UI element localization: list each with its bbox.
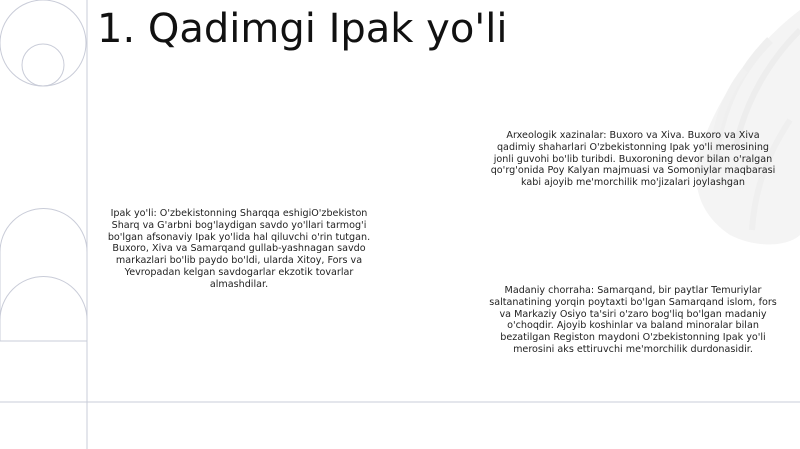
leaf-watermark-icon: [696, 10, 800, 244]
arch-lower: [0, 277, 87, 321]
large-circle-top: [0, 0, 86, 86]
small-circle-top: [22, 44, 64, 86]
text-block-archaeological-treasures: Arxeologik xazinalar: Buxoro va Xiva. Buxoro va Xiva qadimiy shaharlari O'zbekistonning Ipak yo'li merosining jonli guvohi bo'lib turibdi. Buxoroning devor bilan o'ralgan qo'rg'onida Poy Kalyan majmuasi va Somoniylar maqbarasi kabi ajoyib me'morchilik mo'jizalari joylashgan: [490, 130, 776, 189]
arch-middle: [0, 208, 87, 341]
slide-title: 1. Qadimgi Ipak yo'li: [97, 6, 508, 52]
text-block-silk-road: Ipak yo'li: O'zbekistonning Sharqqa eshigiO'zbekiston Sharq va G'arbni bog'laydigan savdo yo'llari tarmog'i bo'lgan afsonaviy Ipak yo'lida hal qiluvchi o'rin tutgan. Buxoro, Xiva va Samarqand gullab-yashnagan savdo markazlari bo'lib paydo bo'ldi, ularda Xitoy, Fors va Yevropadan kelgan savdogarlar ekzotik tovarlar almashdilar.: [107, 208, 371, 290]
text-block-cultural-crossroads: Madaniy chorraha: Samarqand, bir paytlar Temuriylar saltanatining yorqin poytaxti bo'lgan Samarqand islom, fors va Markaziy Osiyo ta'siri o'zaro bog'liq bo'lgan madaniy o'choqdir. Ajoyib koshinlar va baland minoralar bilan bezatilgan Registon maydoni O'zbekistonning Ipak yo'li merosini aks ettiruvchi me'morchilik durdonasidir.: [489, 285, 777, 355]
